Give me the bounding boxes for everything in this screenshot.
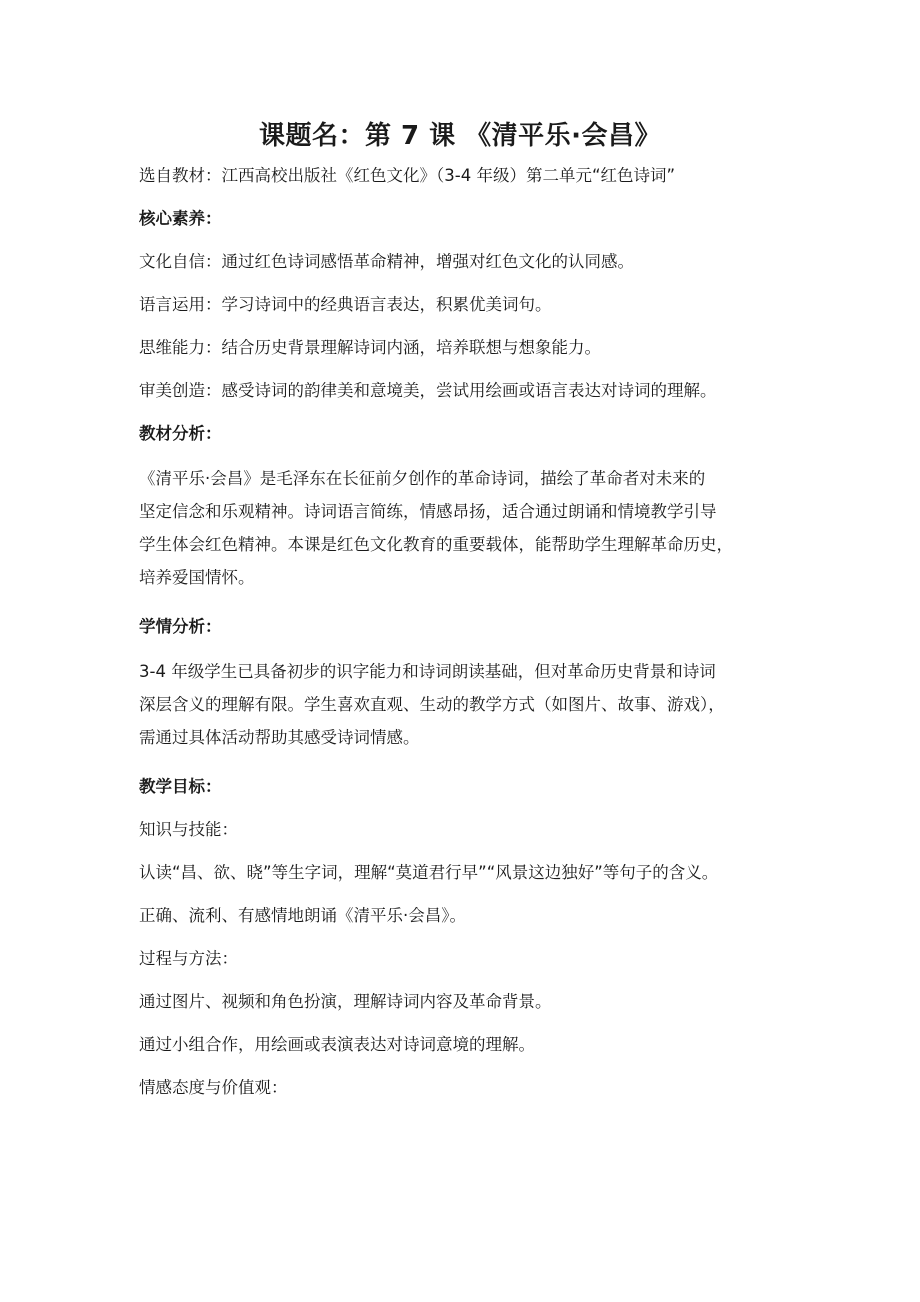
paragraph-line: 学生体会红色精神。本课是红色文化教育的重要载体，能帮助学生理解革命历史，: [139, 535, 733, 554]
paragraph-line: 《清平乐·会昌》是毛泽东在长征前夕创作的革命诗词，描绘了革命者对未来的: [139, 469, 706, 488]
paragraph-line: 坚定信念和乐观精神。诗词语言简练，情感昂扬，适合通过朗诵和情境教学引导: [139, 502, 717, 521]
student-analysis-paragraph: [139, 655, 799, 754]
paragraph-line: 培养爱国情怀。: [139, 568, 255, 587]
core-literacy-item: 语言运用：学习诗词中的经典语言表达，积累优美词句。: [139, 295, 552, 314]
teaching-goals-heading: 教学目标：: [139, 777, 222, 796]
student-analysis-heading: 学情分析：: [139, 617, 222, 636]
knowledge-item: 正确、流利、有感情地朗诵《清平乐·会昌》。: [139, 906, 466, 925]
textbook-analysis-heading: 教材分析：: [139, 424, 222, 443]
process-item: 通过图片、视频和角色扮演，理解诗词内容及革命背景。: [139, 992, 552, 1011]
paragraph-line: 深层含义的理解有限。学生喜欢直观、生动的教学方式（如图片、故事、游戏），: [139, 695, 725, 714]
core-literacy-heading: 核心素养：: [139, 209, 222, 228]
textbook-source: 选自教材：江西高校出版社《红色文化》（3-4 年级）第二单元“红色诗词”: [139, 166, 676, 185]
attitude-values-label: 情感态度与价值观：: [139, 1078, 288, 1097]
textbook-analysis-paragraph: [139, 462, 799, 594]
knowledge-skills-label: 知识与技能：: [139, 820, 238, 839]
process-item: 通过小组合作，用绘画或表演表达对诗词意境的理解。: [139, 1035, 535, 1054]
core-literacy-item: 思维能力：结合历史背景理解诗词内涵，培养联想与想象能力。: [139, 338, 601, 357]
document-body: [139, 166, 799, 1098]
paragraph-line: 3-4 年级学生已具备初步的识字能力和诗词朗读基础，但对革命历史背景和诗词: [139, 662, 716, 681]
paragraph-line: 需通过具体活动帮助其感受诗词情感。: [139, 728, 420, 747]
knowledge-item: 认读“昌、欲、晓”等生字词，理解“莫道君行早”“风景这边独好”等句子的含义。: [139, 863, 719, 882]
core-literacy-item: 文化自信：通过红色诗词感悟革命精神，增强对红色文化的认同感。: [139, 252, 634, 271]
process-methods-label: 过程与方法：: [139, 949, 238, 968]
lesson-title: 课题名：第 7 课 《清平乐·会昌》: [258, 121, 662, 151]
core-literacy-item: 审美创造：感受诗词的韵律美和意境美，尝试用绘画或语言表达对诗词的理解。: [139, 381, 717, 400]
